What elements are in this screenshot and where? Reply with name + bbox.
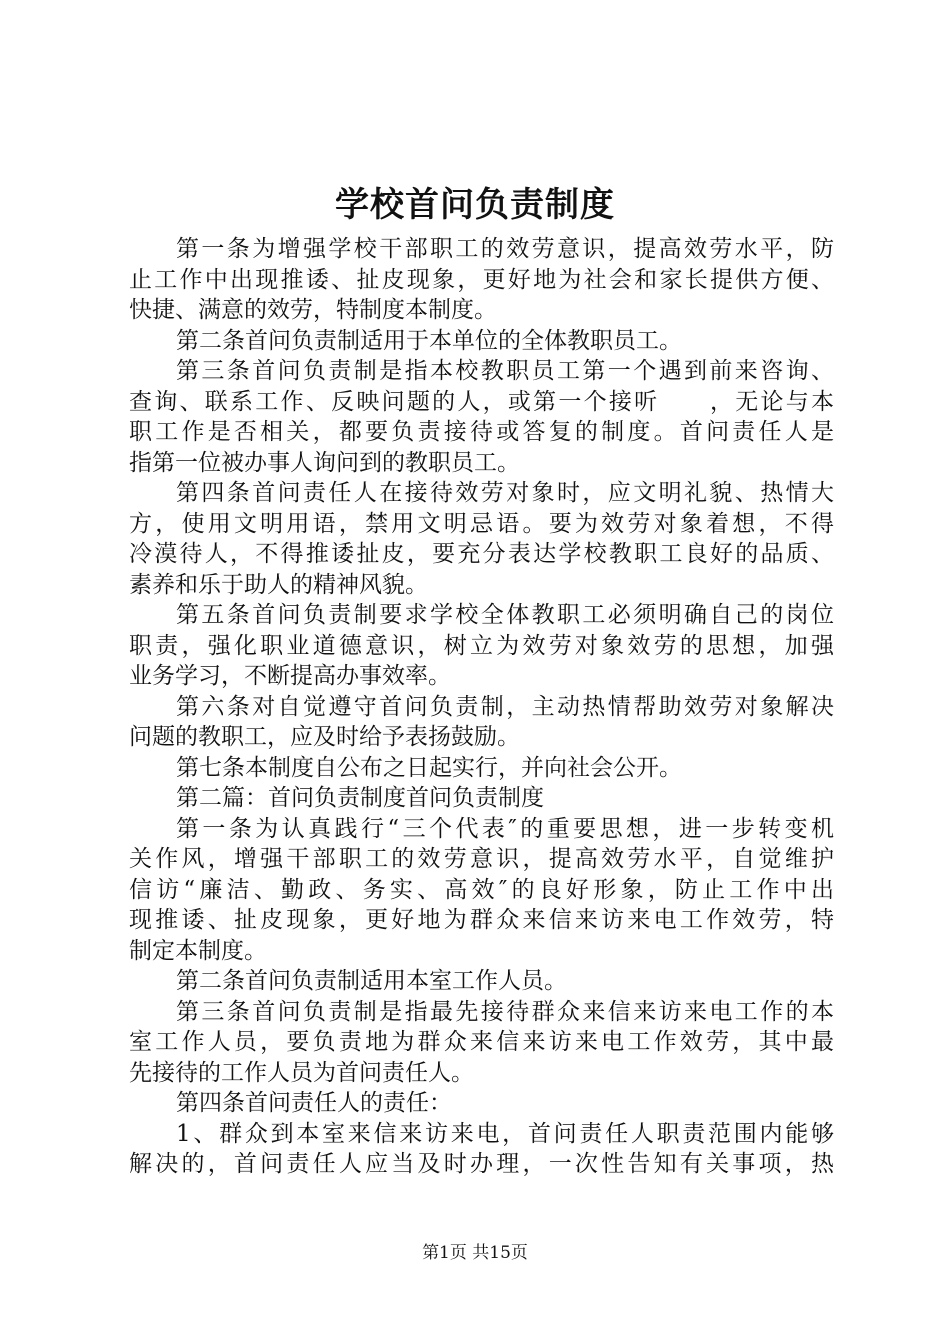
paragraph-line: 方，使用文明用语，禁用文明忌语。要为效劳对象着想，不得: [129, 510, 834, 537]
paragraph-line: 室工作人员，要负责地为群众来信来访来电工作效劳，其中最: [129, 1029, 834, 1055]
paragraph-line: 第五条首问负责制要求学校全体教职工必须明确自己的岗位: [176, 602, 834, 628]
paragraph-line: 第一条为增强学校干部职工的效劳意识，提高效劳水平，防: [176, 236, 834, 262]
paragraph-line: 第二条首问负责制适用于本单位的全体教职员工。: [176, 327, 682, 354]
paragraph-line: 冷漠待人，不得推诿扯皮，要充分表达学校教职工良好的品质、: [129, 541, 834, 567]
paragraph-line: 制定本制度。: [129, 937, 267, 964]
paragraph-line: 第七条本制度自公布之日起实行，并向社会公开。: [176, 754, 682, 781]
paragraph-line: 快捷、满意的效劳，特制度本制度。: [129, 297, 497, 323]
paragraph-line: 第六条对自觉遵守首问负责制，主动热情帮助效劳对象解决: [176, 693, 834, 720]
paragraph-line: 业务学习，不断提高办事效率。: [129, 663, 451, 689]
paragraph-line: 止工作中出现推诿、扯皮现象，更好地为社会和家长提供方便、: [129, 266, 834, 293]
paragraph-line: 第四条首问责任人在接待效劳对象时，应文明礼貌、热情大: [176, 480, 834, 506]
paragraph-line: 信访“廉洁、勤政、务实、高效″的良好形象，防止工作中出: [129, 876, 834, 903]
paragraph-line: 职工作是否相关，都要负责接待或答复的制度。首问责任人是: [129, 419, 834, 445]
paragraph-line: 职责，强化职业道德意识，树立为效劳对象效劳的思想，加强: [129, 632, 834, 659]
document-body: [129, 234, 834, 1180]
paragraph-line: 第一条为认真践行“三个代表″的重要思想，进一步转变机: [176, 815, 834, 842]
paragraph-line: 指第一位被办事人询问到的教职员工。: [129, 449, 520, 476]
paragraph-line: 查询、联系工作、反映问题的人，或第一个接听 ，无论与本: [129, 388, 834, 415]
paragraph-line: 第三条首问负责制是指最先接待群众来信来访来电工作的本: [176, 998, 834, 1025]
page-footer: 第1页 共15页: [422, 1243, 528, 1263]
document-title: 学校首问负责制度: [335, 185, 615, 225]
paragraph-line: 第二条首问负责制适用本室工作人员。: [176, 968, 567, 994]
paragraph-line: 第四条首问责任人的责任：: [176, 1090, 452, 1116]
paragraph-line: 素养和乐于助人的精神风貌。: [129, 571, 428, 598]
paragraph-line: 第二篇：首问负责制度首问负责制度: [176, 785, 544, 811]
paragraph-line: 第三条首问负责制是指本校教职员工第一个遇到前来咨询、: [176, 358, 834, 384]
paragraph-line: 现推诿、扯皮现象，更好地为群众来信来访来电工作效劳，特: [129, 907, 834, 933]
paragraph-line: 关作风，增强干部职工的效劳意识，提高效劳水平，自觉维护: [129, 846, 834, 872]
paragraph-line: 问题的教职工，应及时给予表扬鼓励。: [129, 724, 520, 750]
paragraph-line: 先接待的工作人员为首问责任人。: [129, 1059, 474, 1086]
paragraph-line: 解决的，首问责任人应当及时办理，一次性告知有关事项，热: [129, 1151, 834, 1177]
paragraph-line: 1、群众到本室来信来访来电，首问责任人职责范围内能够: [176, 1120, 834, 1147]
